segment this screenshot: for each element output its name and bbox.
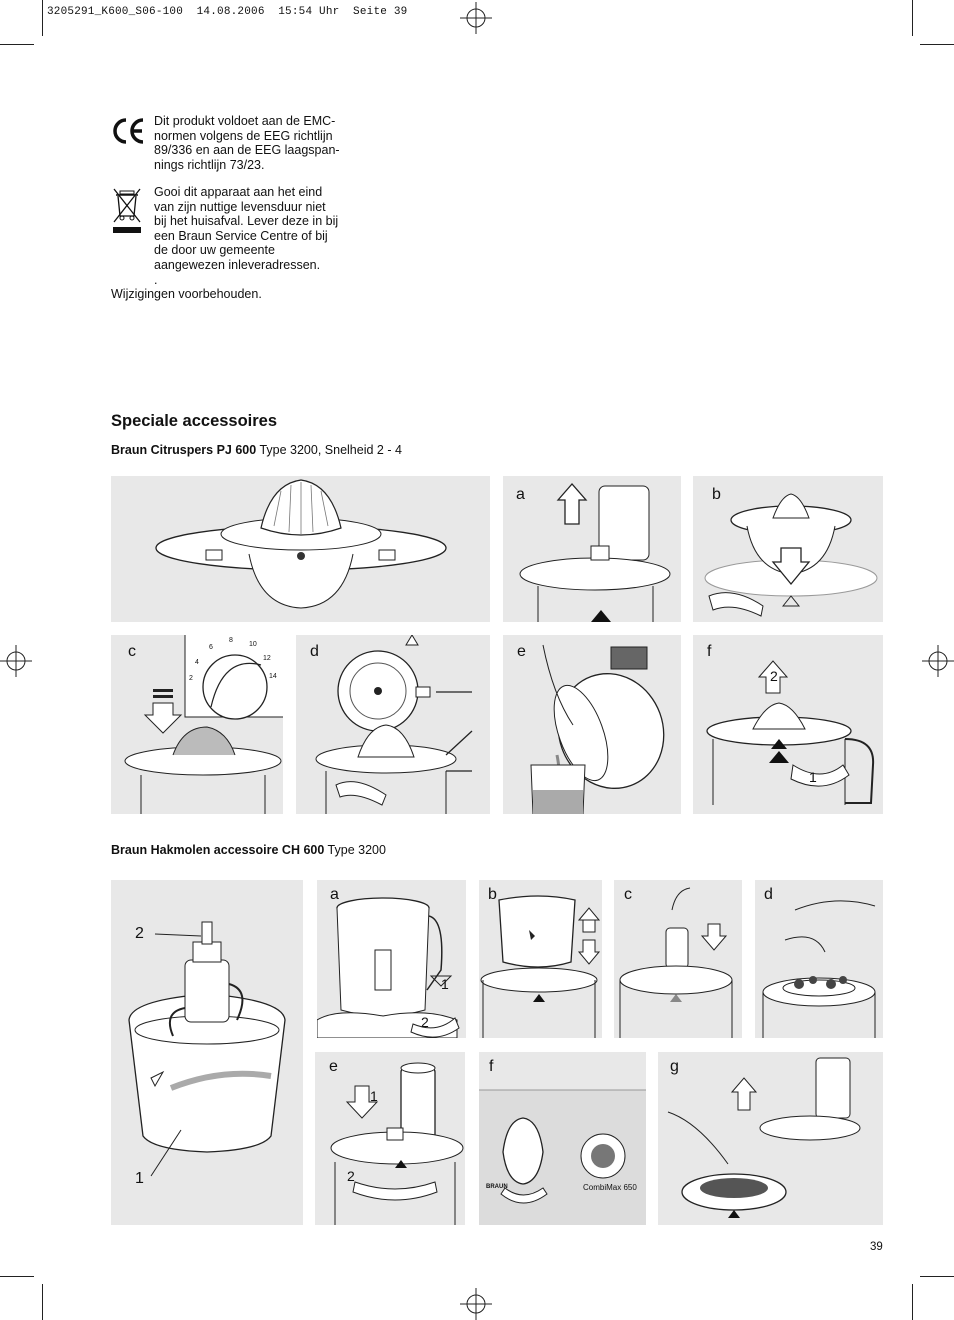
dial-number: 6 (209, 644, 213, 651)
crop-mark (920, 1276, 954, 1277)
dial-number: 2 (189, 675, 193, 682)
callout-number: 1 (135, 1170, 144, 1187)
citrus-step-b (693, 476, 883, 622)
registration-mark-icon (460, 2, 492, 34)
citrus-spec: Type 3200, Snelheid 2 - 4 (256, 443, 402, 457)
step-label: d (764, 886, 773, 903)
page-number: 39 (870, 1241, 883, 1253)
step-label: c (624, 886, 632, 903)
crop-mark (912, 0, 913, 36)
step-label: e (329, 1058, 338, 1075)
chopper-main-illustration (111, 880, 303, 1225)
crop-mark (912, 1284, 913, 1320)
crop-mark (920, 44, 954, 45)
callout-number: 2 (135, 925, 144, 942)
citrus-step-e (503, 635, 681, 814)
section-title: Speciale accessoires (111, 412, 278, 430)
chopper-name: Braun Hakmolen accessoire CH 600 (111, 843, 325, 857)
callout-number: 1 (809, 769, 817, 785)
chopper-step-b (479, 880, 602, 1038)
crossed-out-bin-icon (111, 186, 143, 236)
step-label: f (489, 1058, 494, 1075)
weee-line: bij het huisafval. Lever deze in bij (154, 214, 339, 229)
chopper-step-a (317, 880, 466, 1038)
callout-number: 1 (441, 976, 449, 992)
step-label: b (488, 886, 497, 903)
step-label: a (516, 486, 525, 503)
step-label: d (310, 643, 319, 660)
crop-mark (0, 1276, 34, 1277)
weee-line: van zijn nuttige levensduur niet (154, 199, 326, 214)
crop-mark (0, 44, 34, 45)
callout-number: 2 (770, 668, 778, 684)
ce-line: 89/336 en aan de EEG laagspan- (154, 143, 340, 158)
citrus-step-a (503, 476, 681, 622)
model-name: CombiMax 650 (583, 1183, 637, 1192)
ce-text (154, 114, 359, 172)
ce-mark-icon (111, 116, 145, 146)
citrus-subtitle (111, 443, 402, 457)
brand-logo: BRAUN (486, 1184, 508, 1190)
ce-line: nings richtlijn 73/23. (154, 157, 265, 172)
step-label: g (670, 1058, 679, 1075)
chopper-spec: Type 3200 (324, 843, 386, 857)
weee-line: Gooi dit apparaat aan het eind (154, 185, 323, 199)
step-label: c (128, 643, 136, 660)
ce-line: normen volgens de EEG richtlijn (154, 128, 333, 143)
chopper-step-g (658, 1052, 883, 1225)
chopper-step-f (479, 1052, 646, 1225)
weee-text (154, 185, 359, 287)
crop-mark (42, 1284, 43, 1320)
citrus-main-illustration (111, 476, 490, 622)
dial-number: 12 (263, 655, 271, 662)
weee-line: aangewezen inleveradressen. (154, 257, 321, 272)
callout-number: 2 (421, 1014, 429, 1030)
chopper-step-e (315, 1052, 465, 1225)
weee-line: een Braun Service Centre of bij (154, 228, 328, 243)
changes-reserved: Wijzigingen voorbehouden. (111, 287, 262, 301)
dial-number: 8 (229, 637, 233, 644)
ce-line: Dit produkt voldoet aan de EMC- (154, 114, 336, 128)
chopper-step-c (614, 880, 742, 1038)
dial-number: 14 (269, 673, 277, 680)
print-info-line: 3205291_K600_S06-100 14.08.2006 15:54 Uhr Seite 39 (47, 6, 408, 18)
chopper-subtitle (111, 843, 386, 857)
callout-number: 2 (347, 1168, 355, 1184)
step-label: b (712, 486, 721, 503)
citrus-step-f (693, 635, 883, 814)
dot-line: . (154, 272, 158, 287)
dial-number: 10 (249, 641, 257, 648)
registration-mark-icon (460, 1288, 492, 1320)
dial-number: 4 (195, 659, 199, 666)
step-label: f (707, 643, 712, 660)
citrus-name: Braun Citruspers PJ 600 (111, 443, 257, 457)
step-label: e (517, 643, 526, 660)
citrus-step-d (296, 635, 490, 814)
step-label: a (330, 886, 339, 903)
crop-mark (42, 0, 43, 36)
weee-line: de door uw gemeente (154, 243, 275, 258)
chopper-step-d (755, 880, 883, 1038)
registration-mark-icon (922, 645, 954, 677)
registration-mark-icon (0, 645, 32, 677)
citrus-step-c (111, 635, 283, 814)
callout-number: 1 (370, 1088, 378, 1104)
